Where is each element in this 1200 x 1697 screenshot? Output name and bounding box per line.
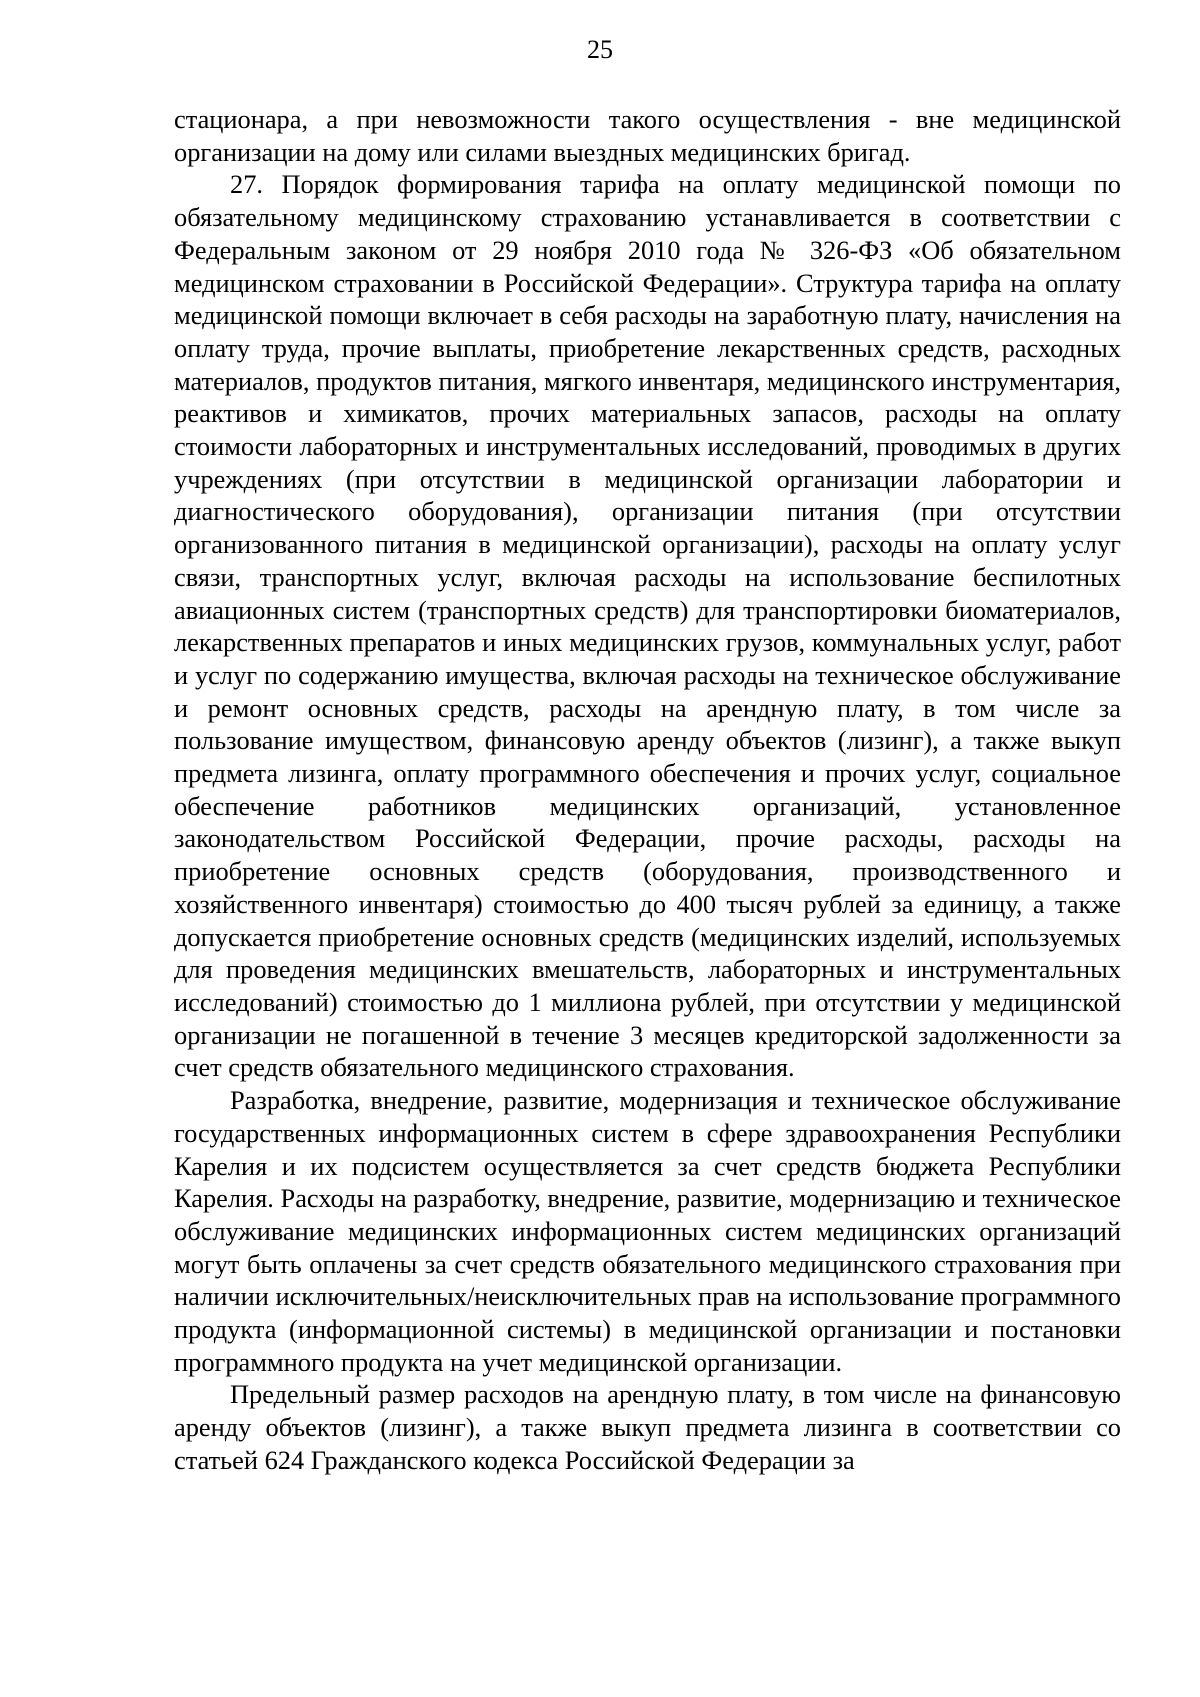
- paragraph-rental-limit: Предельный размер расходов на арендную плату, в том числе на финансовую аренду объектов (лизинг), а также выкуп предмета лизинга в соответствии со статьей 624 Гражданского кодекса Российской Федерации за: [174, 1379, 1121, 1475]
- paragraph-27-tariff-structure: 27. Порядок формирования тарифа на оплату медицинской помощи по обязательному медицинскому страхованию устанавливается в соответствии с Федеральным законом от 29 ноября 2010 года № 326-ФЗ «Об обязательном медицинском страховании в Российской Федерации». Структура тарифа на оплату медицинской помощи включает в себя расходы на заработную плату, начисления на оплату труда, прочие выплаты, приобретение лекарственных средств, расходных материалов, продуктов питания, мягкого инвентаря, медицинского инструментария, реактивов и химикатов, прочих материальных запасов, расходы на оплату стоимости лабораторных и инструментальных исследований, проводимых в других учреждениях (при отсутствии в медицинской организации лаборатории и диагностического оборудования), организации питания (при отсутствии организованного питания в медицинской организации), расходы на оплату услуг связи, транспортных услуг, включая расходы на использование беспилотных авиационных систем (транспортных средств) для транспортировки биоматериалов, лекарственных препаратов и иных медицинских грузов, коммунальных услуг, работ и услуг по содержанию имущества, включая расходы на техническое обслуживание и ремонт основных средств, расходы на арендную плату, в том числе за пользование имуществом, финансовую аренду объектов (лизинг), а также выкуп предмета лизинга, оплату программного обеспечения и прочих услуг, социальное обеспечение работников медицинских организаций, установленное законодательством Российской Федерации, прочие расходы, расходы на приобретение основных средств (оборудования, производственного и хозяйственного инвентаря) стоимостью до 400 тысяч рублей за единицу, а также допускается приобретение основных средств (медицинских изделий, используемых для проведения медицинских вмешательств, лабораторных и инструментальных исследований) стоимостью до 1 миллиона рублей, при отсутствии у медицинской организации не погашенной в течение 3 месяцев кредиторской задолженности за счет средств обязательного медицинского страхования.: [174, 169, 1121, 1083]
- paragraph-continuation: стационара, а при невозможности такого осуществления - вне медицинской организации на дому или силами выездных медицинских бригад.: [174, 104, 1121, 167]
- page-number: 25: [587, 35, 613, 64]
- paragraph-information-systems: Разработка, внедрение, развитие, модернизация и техническое обслуживание государственных информационных систем в сфере здравоохранения Республики Карелия и их подсистем осуществляется за счет средств бюджета Республики Карелия. Расходы на разработку, внедрение, развитие, модернизацию и техническое обслуживание медицинских информационных систем медицинских организаций могут быть оплачены за счет средств обязательного медицинского страхования при наличии исключительных/неисключительных прав на использование программного продукта (информационной системы) в медицинской организации и постановки программного продукта на учет медицинской организации.: [174, 1085, 1121, 1377]
- document-body: [174, 103, 1121, 1477]
